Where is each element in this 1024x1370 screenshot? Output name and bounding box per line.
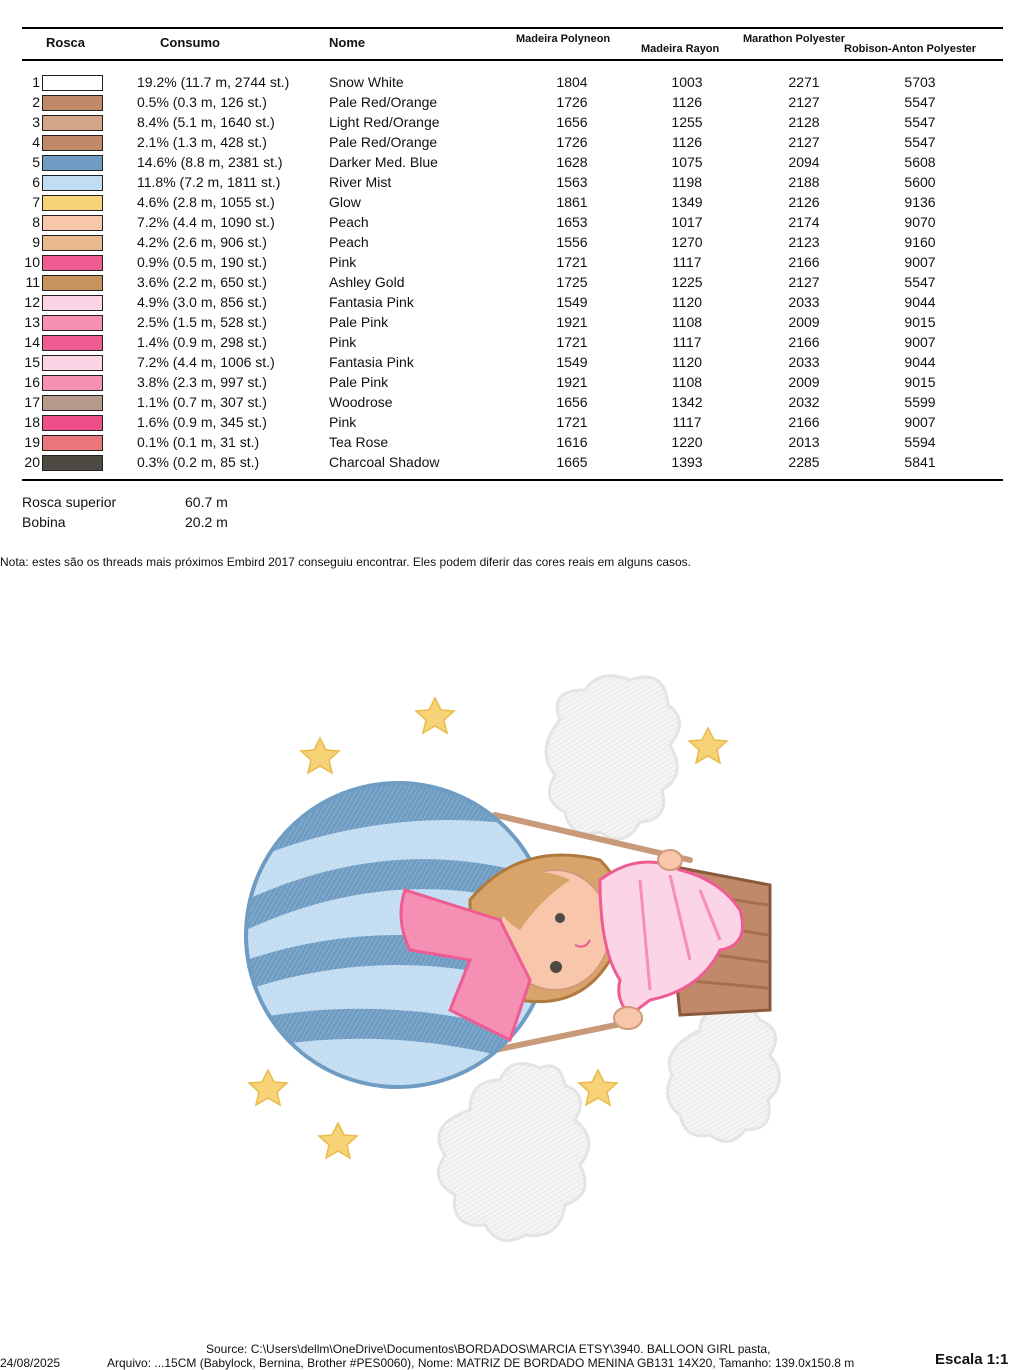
row-consumo: 1.1% (0.7 m, 307 st.)	[137, 394, 267, 410]
table-row	[22, 212, 1003, 232]
row-madeira-polyneon: 1616	[556, 434, 588, 450]
color-swatch	[42, 415, 103, 431]
color-swatch	[42, 115, 103, 131]
row-index: 12	[24, 294, 40, 310]
row-madeira-rayon: 1120	[671, 354, 703, 370]
color-swatch	[42, 295, 103, 311]
row-robison: 5594	[904, 434, 936, 450]
row-madeira-polyneon: 1921	[556, 374, 588, 390]
row-madeira-polyneon: 1804	[556, 74, 588, 90]
footer-source: Source: C:\Users\dellm\OneDrive\Documentos\BORDADOS\MARCIA ETSY\3940. BALLOON GIRL pasta,	[206, 1342, 771, 1356]
row-madeira-rayon: 1225	[671, 274, 703, 290]
row-madeira-rayon: 1126	[671, 94, 703, 110]
row-madeira-polyneon: 1665	[556, 454, 588, 470]
row-madeira-rayon: 1017	[671, 214, 703, 230]
row-marathon: 2123	[788, 234, 820, 250]
row-consumo: 8.4% (5.1 m, 1640 st.)	[137, 114, 275, 130]
row-consumo: 1.4% (0.9 m, 298 st.)	[137, 334, 267, 350]
table-row	[22, 112, 1003, 132]
row-robison: 9044	[904, 354, 936, 370]
header-consumo: Consumo	[160, 35, 220, 50]
header-madeira-polyneon: Madeira Polyneon	[516, 33, 611, 45]
footer-arquivo: Arquivo: ...15CM (Babylock, Bernina, Brother #PES0060), Nome: MATRIZ DE BORDADO MENINA GB131 14X20, Tamanho: 139.0x150.8 m	[107, 1356, 855, 1370]
row-madeira-rayon: 1220	[671, 434, 703, 450]
row-index: 18	[24, 414, 40, 430]
row-madeira-rayon: 1255	[671, 114, 703, 130]
table-row	[22, 332, 1003, 352]
row-madeira-rayon: 1349	[671, 194, 703, 210]
row-consumo: 0.5% (0.3 m, 126 st.)	[137, 94, 267, 110]
row-madeira-polyneon: 1725	[556, 274, 588, 290]
row-madeira-polyneon: 1549	[556, 354, 588, 370]
table-row	[22, 272, 1003, 292]
color-swatch	[42, 95, 103, 111]
row-marathon: 2013	[788, 434, 820, 450]
row-nome: Charcoal Shadow	[329, 454, 440, 470]
row-consumo: 3.8% (2.3 m, 997 st.)	[137, 374, 267, 390]
table-row	[22, 152, 1003, 172]
row-consumo: 19.2% (11.7 m, 2744 st.)	[137, 74, 290, 90]
row-madeira-polyneon: 1549	[556, 294, 588, 310]
row-index: 13	[24, 314, 40, 330]
row-consumo: 7.2% (4.4 m, 1006 st.)	[137, 354, 275, 370]
row-robison: 5600	[904, 174, 936, 190]
row-index: 3	[32, 114, 40, 130]
row-consumo: 0.3% (0.2 m, 85 st.)	[137, 454, 260, 470]
row-nome: Fantasia Pink	[329, 294, 414, 310]
row-robison: 5841	[904, 454, 936, 470]
row-robison: 9070	[904, 214, 936, 230]
row-consumo: 4.9% (3.0 m, 856 st.)	[137, 294, 267, 310]
row-consumo: 0.9% (0.5 m, 190 st.)	[137, 254, 267, 270]
row-madeira-polyneon: 1721	[556, 414, 588, 430]
color-swatch	[42, 235, 103, 251]
row-marathon: 2009	[788, 374, 820, 390]
row-nome: Darker Med. Blue	[329, 154, 438, 170]
row-consumo: 14.6% (8.8 m, 2381 st.)	[137, 154, 283, 170]
row-nome: Pink	[329, 414, 357, 430]
table-header-rule	[22, 59, 1003, 61]
table-row	[22, 392, 1003, 412]
row-index: 11	[25, 274, 40, 290]
row-consumo: 3.6% (2.2 m, 650 st.)	[137, 274, 267, 290]
row-consumo: 0.1% (0.1 m, 31 st.)	[137, 434, 260, 450]
row-index: 8	[32, 214, 40, 230]
row-nome: Ashley Gold	[329, 274, 405, 290]
color-swatch	[42, 215, 103, 231]
row-index: 5	[32, 154, 40, 170]
row-madeira-rayon: 1003	[671, 74, 703, 90]
table-bottom-rule	[22, 479, 1003, 481]
row-madeira-rayon: 1393	[671, 454, 703, 470]
table-row	[22, 92, 1003, 112]
color-swatch	[42, 335, 103, 351]
row-marathon: 2174	[788, 214, 820, 230]
row-index: 10	[24, 254, 40, 270]
table-row	[22, 312, 1003, 332]
row-robison: 9007	[904, 414, 936, 430]
color-swatch	[42, 195, 103, 211]
row-robison: 9136	[904, 194, 936, 210]
bobina-label: Bobina	[22, 514, 66, 530]
color-swatch	[42, 395, 103, 411]
row-index: 1	[32, 74, 40, 90]
color-swatch	[42, 275, 103, 291]
row-robison: 5547	[904, 134, 936, 150]
row-index: 9	[32, 234, 40, 250]
row-index: 16	[24, 374, 40, 390]
row-index: 2	[32, 94, 40, 110]
color-swatch	[42, 175, 103, 191]
row-marathon: 2127	[788, 94, 820, 110]
row-madeira-polyneon: 1721	[556, 254, 588, 270]
row-madeira-rayon: 1117	[672, 414, 702, 430]
row-nome: Tea Rose	[329, 434, 389, 450]
header-marathon: Marathon Polyester	[743, 33, 846, 45]
row-consumo: 4.2% (2.6 m, 906 st.)	[137, 234, 267, 250]
table-row	[22, 132, 1003, 152]
rosca-superior-label: Rosca superior	[22, 494, 117, 510]
row-nome: Pale Pink	[329, 374, 389, 390]
header-robison: Robison-Anton Polyester	[844, 43, 977, 55]
row-nome: Pink	[329, 254, 357, 270]
row-madeira-polyneon: 1563	[556, 174, 588, 190]
table-row	[22, 72, 1003, 92]
row-index: 17	[24, 394, 40, 410]
row-robison: 9015	[904, 314, 936, 330]
row-marathon: 2094	[788, 154, 820, 170]
row-nome: Pale Red/Orange	[329, 94, 438, 110]
row-consumo: 2.5% (1.5 m, 528 st.)	[137, 314, 267, 330]
row-nome: River Mist	[329, 174, 392, 190]
row-robison: 9007	[904, 334, 936, 350]
table-row	[22, 452, 1003, 472]
note-text: Nota: estes são os threads mais próximos Embird 2017 conseguiu encontrar. Eles podem diferir das cores reais em alguns casos.	[0, 555, 692, 569]
row-nome: Light Red/Orange	[329, 114, 440, 130]
table-row	[22, 412, 1003, 432]
row-nome: Pale Red/Orange	[329, 134, 438, 150]
row-robison: 5608	[904, 154, 936, 170]
row-madeira-polyneon: 1921	[556, 314, 588, 330]
row-marathon: 2033	[788, 294, 820, 310]
row-nome: Glow	[329, 194, 361, 210]
table-row	[22, 252, 1003, 272]
row-marathon: 2166	[788, 414, 820, 430]
row-madeira-rayon: 1075	[671, 154, 703, 170]
row-robison: 5547	[904, 114, 936, 130]
row-robison: 5599	[904, 394, 936, 410]
row-madeira-rayon: 1108	[671, 374, 703, 390]
thread-table	[22, 72, 1003, 472]
row-nome: Peach	[329, 234, 369, 250]
row-index: 7	[32, 194, 40, 210]
row-index: 14	[24, 334, 40, 350]
row-robison: 9044	[904, 294, 936, 310]
table-row	[22, 432, 1003, 452]
footer-date: 24/08/2025	[0, 1356, 61, 1370]
footer-escala: Escala 1:1	[935, 1351, 1009, 1368]
table-top-rule	[22, 27, 1003, 29]
row-madeira-polyneon: 1721	[556, 334, 588, 350]
table-row	[22, 232, 1003, 252]
bobina-value: 20.2 m	[185, 514, 228, 530]
row-madeira-rayon: 1270	[671, 234, 703, 250]
table-row	[22, 192, 1003, 212]
row-madeira-polyneon: 1861	[556, 194, 588, 210]
row-marathon: 2127	[788, 274, 820, 290]
row-madeira-polyneon: 1628	[556, 154, 588, 170]
table-row	[22, 352, 1003, 372]
color-swatch	[42, 315, 103, 331]
header-nome: Nome	[329, 35, 366, 50]
color-swatch	[42, 355, 103, 371]
row-consumo: 2.1% (1.3 m, 428 st.)	[137, 134, 267, 150]
row-consumo: 7.2% (4.4 m, 1090 st.)	[137, 214, 275, 230]
row-robison: 5703	[904, 74, 936, 90]
row-index: 15	[24, 354, 40, 370]
row-madeira-rayon: 1120	[671, 294, 703, 310]
row-marathon: 2188	[788, 174, 820, 190]
table-row	[22, 172, 1003, 192]
table-row	[22, 372, 1003, 392]
table-row	[22, 292, 1003, 312]
header-madeira-rayon: Madeira Rayon	[641, 43, 720, 55]
row-madeira-rayon: 1198	[671, 174, 703, 190]
row-marathon: 2032	[788, 394, 820, 410]
row-robison: 5547	[904, 274, 936, 290]
color-swatch	[42, 75, 103, 91]
row-marathon: 2166	[788, 254, 820, 270]
rosca-superior-value: 60.7 m	[185, 494, 228, 510]
row-madeira-rayon: 1108	[671, 314, 703, 330]
row-madeira-polyneon: 1656	[556, 394, 588, 410]
color-swatch	[42, 255, 103, 271]
row-index: 19	[24, 434, 40, 450]
row-nome: Peach	[329, 214, 369, 230]
color-swatch	[42, 155, 103, 171]
row-madeira-polyneon: 1726	[556, 94, 588, 110]
color-swatch	[42, 375, 103, 391]
row-marathon: 2128	[788, 114, 820, 130]
row-nome: Pale Pink	[329, 314, 389, 330]
cloud-top-right	[546, 676, 679, 839]
row-nome: Fantasia Pink	[329, 354, 414, 370]
row-robison: 9007	[904, 254, 936, 270]
row-robison: 5547	[904, 94, 936, 110]
row-madeira-polyneon: 1656	[556, 114, 588, 130]
row-marathon: 2285	[788, 454, 820, 470]
row-madeira-rayon: 1126	[671, 134, 703, 150]
row-marathon: 2126	[788, 194, 820, 210]
color-swatch	[42, 455, 103, 471]
row-robison: 9160	[904, 234, 936, 250]
color-swatch	[42, 135, 103, 151]
row-index: 6	[32, 174, 40, 190]
row-madeira-polyneon: 1556	[556, 234, 588, 250]
row-madeira-rayon: 1342	[671, 394, 703, 410]
row-marathon: 2033	[788, 354, 820, 370]
color-swatch	[42, 435, 103, 451]
row-consumo: 4.6% (2.8 m, 1055 st.)	[137, 194, 275, 210]
row-nome: Snow White	[329, 74, 404, 90]
row-robison: 9015	[904, 374, 936, 390]
row-marathon: 2166	[788, 334, 820, 350]
row-madeira-polyneon: 1653	[556, 214, 588, 230]
row-marathon: 2127	[788, 134, 820, 150]
row-madeira-polyneon: 1726	[556, 134, 588, 150]
row-nome: Pink	[329, 334, 357, 350]
row-marathon: 2009	[788, 314, 820, 330]
row-consumo: 1.6% (0.9 m, 345 st.)	[137, 414, 267, 430]
row-nome: Woodrose	[329, 394, 393, 410]
embroidery-design-image	[230, 660, 790, 1260]
row-index: 4	[32, 134, 40, 150]
row-madeira-rayon: 1117	[672, 334, 702, 350]
header-rosca: Rosca	[46, 35, 86, 50]
row-marathon: 2271	[788, 74, 820, 90]
row-consumo: 11.8% (7.2 m, 1811 st.)	[137, 174, 281, 190]
row-index: 20	[24, 454, 40, 470]
row-madeira-rayon: 1117	[672, 254, 702, 270]
